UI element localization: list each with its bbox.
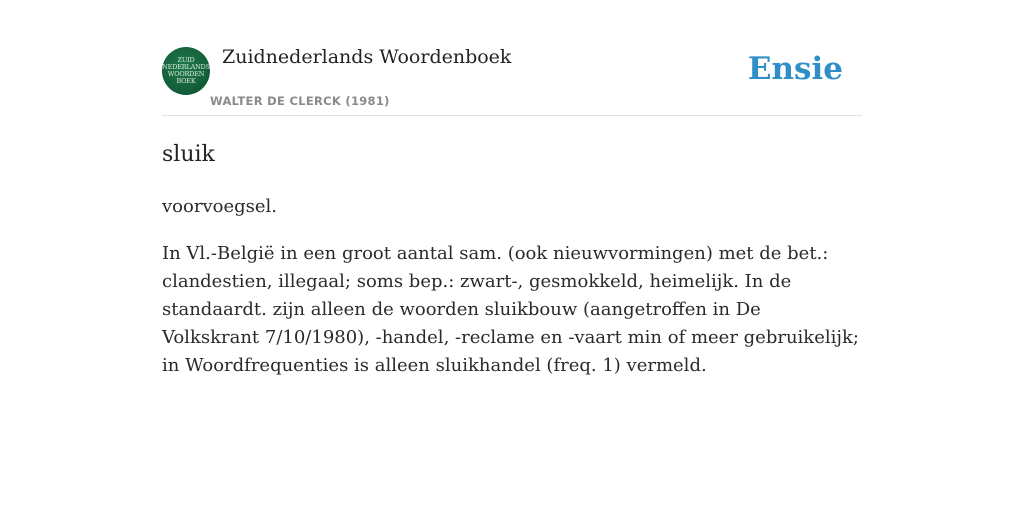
page: [162, 0, 862, 380]
dictionary-author: WALTER DE CLERCK (1981): [210, 94, 390, 108]
dictionary-title[interactable]: Zuidnederlands Woordenboek: [222, 46, 512, 68]
entry-headword: sluik: [162, 142, 215, 167]
logo-text: ZUID NEDERLANDS WOORDEN BOEK: [162, 56, 210, 85]
ensie-brand-link[interactable]: Ensie: [747, 51, 843, 87]
entry-part-of-speech: voorvoegsel.: [162, 196, 277, 217]
entry-definition: In Vl.-België in een groot aantal sam. (ook nieuwvormingen) met de bet.: clandestien, illegaal; soms bep.: zwart-, gesmokkeld, heimelijk. In de standaardt. zijn alleen de woorden sluikbouw (aangetroffen in De Volkskrant 7/10/1980), -handel, -reclame en -vaart min of meer gebruikelijk; in Woordfrequenties is alleen sluikhandel (freq. 1) vermeld.: [162, 243, 859, 376]
dictionary-logo[interactable]: [162, 47, 210, 95]
dictionary-header: [162, 46, 862, 116]
